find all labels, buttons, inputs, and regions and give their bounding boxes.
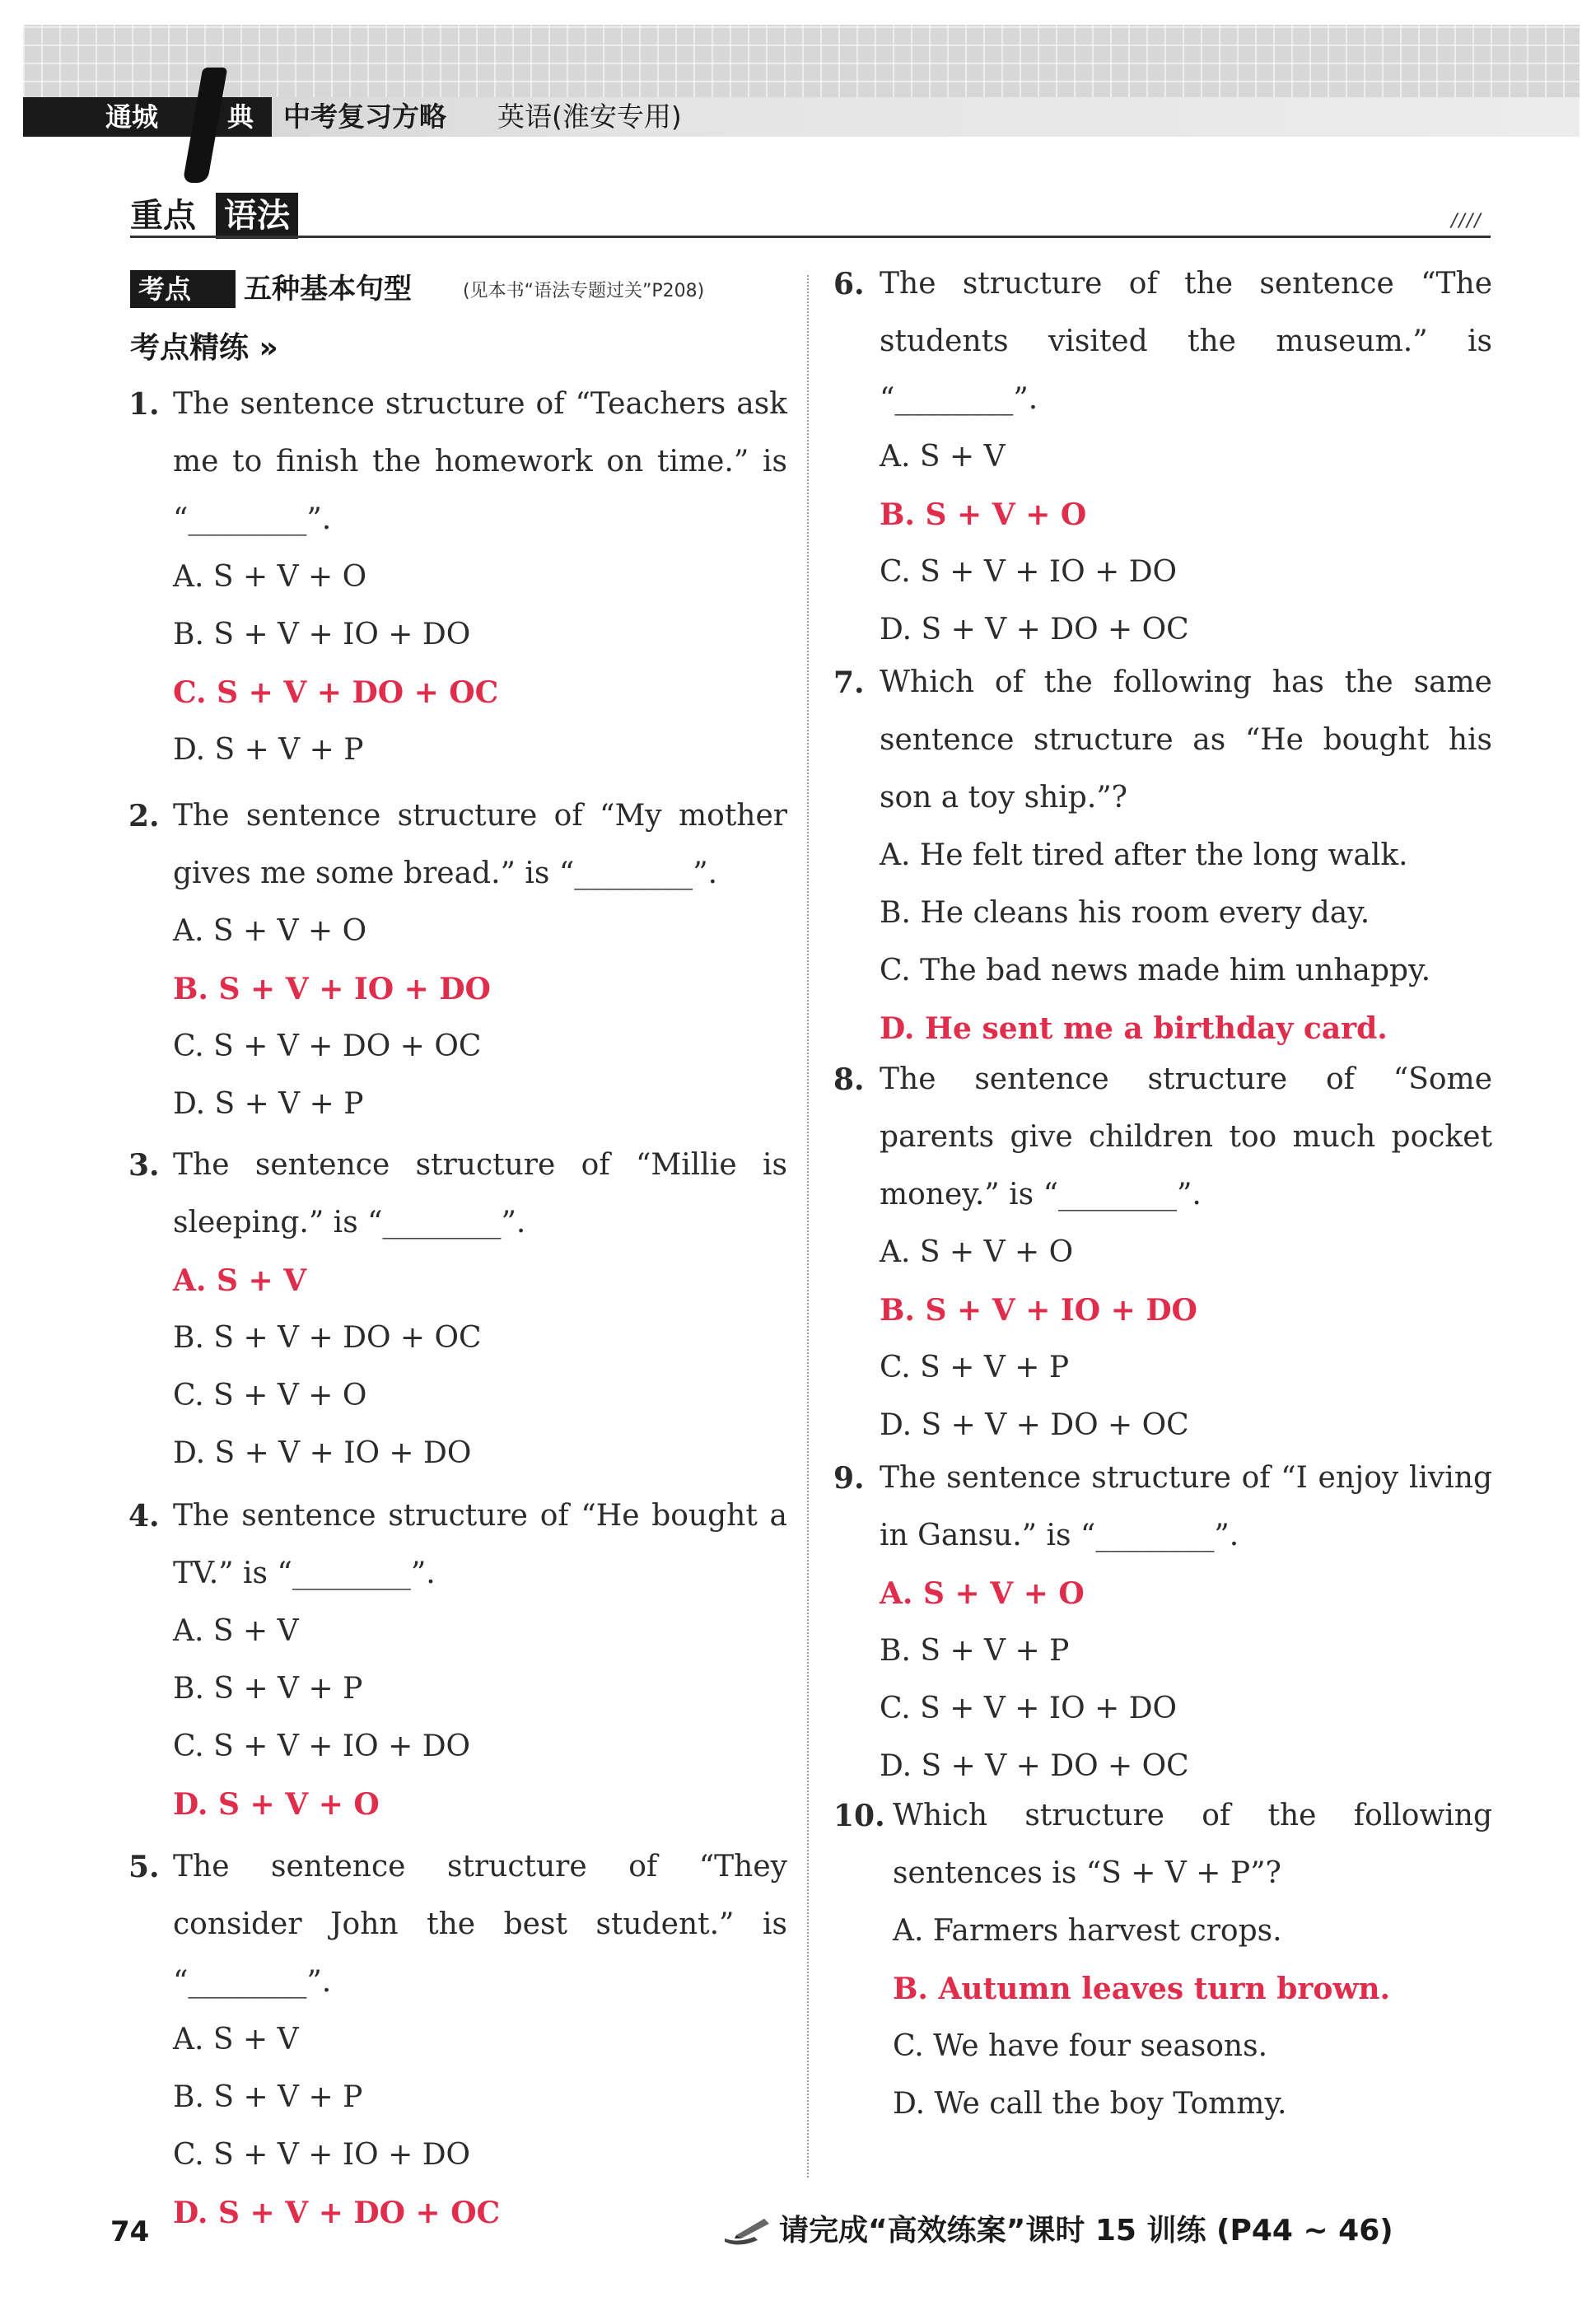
question-stem: The sentence structure of “They consider John the best student.” is “________”. [173,1850,787,1999]
question-stem: The sentence structure of “He bought a TV.” is “________”. [173,1499,787,1590]
option-a-correct: A. S + V + O [880,1576,1085,1611]
section-title-part1: 重点 [130,197,196,235]
question-stem: The structure of the sentence “The students visited the museum.” is “________”. [880,267,1492,416]
page-number: 74 [110,2215,150,2248]
option-c: C. We have four seasons. [893,2029,1268,2063]
option-c: C. S + V + O [173,1379,367,1412]
option-d: D. S + V + DO + OC [880,1408,1189,1442]
option-a: A. S + V [173,2023,299,2056]
question-stem: The sentence structure of “Some parents give children too much pocket money.” is “________”. [880,1062,1492,1211]
brand-left-text: 通城 [105,101,159,133]
option-b: B. S + V + IO + DO [173,618,471,651]
option-d: D. S + V + P [173,1087,364,1121]
option-d: D. S + V + P [173,733,364,767]
question-number: 3. [128,1148,160,1183]
brand-right-text: 典 [227,101,254,133]
option-b-correct: B. S + V + O [880,497,1087,532]
option-a: A. Farmers harvest crops. [893,1914,1282,1948]
footer-note-text: 请完成“高效练案”课时 15 训练 (P44 ~ 46) [779,2214,1393,2248]
question-stem: Which structure of the following sentences is “S + V + P”? [893,1799,1492,1890]
option-b: B. S + V + P [880,1634,1070,1668]
question-number: 6. [833,267,865,301]
option-b-correct: B. Autumn leaves turn brown. [893,1972,1391,2006]
keypoint-arrow-icon [209,270,227,308]
option-c: C. S + V + P [880,1351,1070,1384]
question-2 [128,787,787,1133]
option-d: D. We call the boy Tommy. [893,2087,1287,2121]
book-header [23,25,1580,137]
option-c: C. S + V + IO + DO [173,1730,471,1763]
option-d: D. S + V + DO + OC [880,1749,1189,1783]
keypoint-tag: 考点 [130,270,236,308]
question-stem: The sentence structure of “Millie is sleeping.” is “________”. [173,1148,787,1239]
option-a: A. S + V + O [880,1235,1074,1269]
option-a: A. S + V [173,1614,299,1648]
option-c: C. S + V + IO + DO [173,2138,471,2172]
question-4 [128,1487,787,1833]
footer-note [721,2210,1393,2252]
option-d-correct: D. He sent me a birthday card. [880,1011,1388,1046]
option-b: B. He cleans his room every day. [880,896,1370,930]
question-number: 7. [833,665,865,700]
question-number: 4. [128,1499,160,1533]
option-b: B. S + V + P [173,2080,363,2114]
question-6 [833,255,1492,659]
book-subtitle: 英语(淮安专用) [497,100,682,133]
heading-hash-mark: //// [1451,211,1482,231]
column-divider [807,275,809,2178]
question-number: 9. [833,1461,865,1496]
question-number: 8. [833,1062,865,1097]
question-number: 5. [128,1850,160,1884]
section-title-part2: 语法 [216,193,298,239]
question-7 [833,654,1492,1057]
option-c: C. S + V + DO + OC [173,1029,482,1063]
option-a: A. S + V + O [173,560,367,594]
option-d-correct: D. S + V + O [173,1787,380,1822]
question-stem: The sentence structure of “My mother gives me some bread.” is “________”. [173,799,787,890]
question-stem: The sentence structure of “Teachers ask me to finish the homework on time.” is “________”. [173,387,787,536]
keypoint-title: 五种基本句型 [244,273,412,306]
option-c: C. S + V + IO + DO [880,1692,1178,1725]
drill-title: 考点精练 » [130,331,278,365]
option-b: B. S + V + DO + OC [173,1321,482,1355]
question-10 [833,1787,1492,2133]
question-9 [833,1449,1492,1795]
option-b-correct: B. S + V + IO + DO [880,1293,1197,1328]
keypoint-reference: (见本书“语法专题过关”P208) [463,281,705,301]
question-1 [128,376,787,779]
question-3 [128,1137,787,1482]
option-b: B. S + V + P [173,1672,363,1706]
question-8 [833,1051,1492,1454]
brand-logo [23,97,272,137]
option-d: D. S + V + DO + OC [880,613,1189,647]
option-d: D. S + V + IO + DO [173,1436,472,1470]
question-number: 1. [128,387,160,422]
book-title: 中考复习方略 [283,100,446,133]
option-d-correct: D. S + V + DO + OC [173,2196,501,2230]
heading-rule [130,236,1491,238]
question-stem: Which of the following has the same sentence structure as “He bought his son a toy ship.”? [880,665,1492,815]
question-5 [128,1838,787,2242]
option-b-correct: B. S + V + IO + DO [173,972,491,1006]
pen-icon [721,2214,772,2247]
option-a: A. He felt tired after the long walk. [880,838,1408,872]
option-a: A. S + V + O [173,914,367,948]
question-stem: The sentence structure of “I enjoy living in Gansu.” is “________”. [880,1461,1492,1552]
question-number: 10. [833,1799,885,1833]
option-c: C. The bad news made him unhappy. [880,954,1431,987]
option-c: C. S + V + IO + DO [880,555,1178,589]
option-a: A. S + V [880,440,1006,474]
question-number: 2. [128,799,160,833]
option-c-correct: C. S + V + DO + OC [173,675,499,710]
option-a-correct: A. S + V [173,1263,307,1298]
